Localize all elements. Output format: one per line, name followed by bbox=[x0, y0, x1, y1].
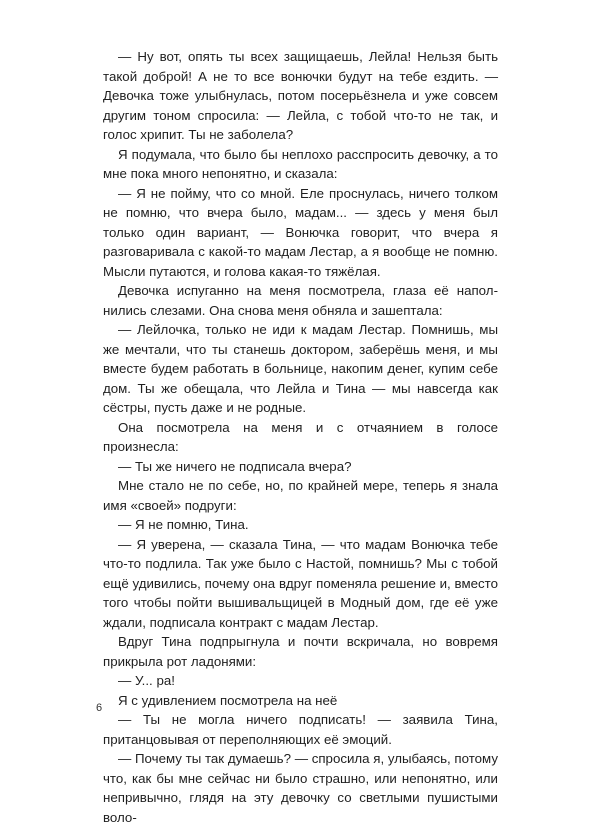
paragraph: — Я уверена, — сказала Тина, — что мадам Вонючка тебе что-то подлила. Так уже было с Настой, помнишь? Мы с тобой ещё удивились, почему она вдруг поменяла решение и, вместо того чтобы пойти вышивальщицей в Модный дом, где её уже ждали, подписала контракт с мадам Лестар. bbox=[103, 536, 498, 630]
paragraph: Вдруг Тина подпрыгнула и почти вскричала, но вовремя прикрыла рот ладонями: bbox=[103, 634, 498, 669]
paragraph: — Я не пойму, что со мной. Еле проснулась, ничего толком не помню, что вчера было, мадам... — здесь у меня был только один вариант, — Вонючка говорит, что вчера я разговаривала с какой-то мадам Лестар, а я вообще не помню. Мысли путаются, и голова какая-то тяжёлая. bbox=[103, 185, 498, 279]
paragraph: — У... ра! bbox=[118, 673, 175, 688]
paragraph: — Ты не могла ничего подписать! — заявила Тина, пританцовывая от переполняющих её эмоций. bbox=[103, 712, 498, 747]
paragraph: — Ты же ничего не подписала вчера? bbox=[118, 458, 352, 474]
paragraph: Я с удивлением посмотрела на неё bbox=[118, 692, 338, 708]
paragraph: — Я не помню, Тина. bbox=[118, 517, 249, 532]
body-text bbox=[103, 47, 498, 827]
paragraph: — Лейлочка, только не иди к мадам Лестар. Помнишь, мы же мечтали, что ты станешь доктором, заберёшь меня, и мы вместе будем работать в больнице, накопим денег, купим себе дом. Ты же обещала, что Лейла и Тина — мы навсегда как сёстры, пусть даже и не родные. bbox=[103, 322, 498, 415]
paragraph: Я подумала, что было бы неплохо расспросить девочку, а то мне пока много непонятно, и сказала: bbox=[103, 146, 498, 181]
paragraph: Девочка испуганно на меня посмотрела, глаза её наполнились слезами. Она снова меня обняла и зашептала: bbox=[103, 283, 498, 318]
paragraph: Она посмотрела на меня и с отчаянием в голосе произнесла: bbox=[103, 419, 498, 454]
paragraph: — Ну вот, опять ты всех защищаешь, Лейла! Нельзя быть такой доброй! А не то все вонючки будут на тебе ездить. — Девочка тоже улыбнулась, потом посерьёзнела и уже совсем другим тоном спросила: — Лейла, с тобой что-то не так, и голос хрипит. Ты не заболела? bbox=[103, 49, 498, 142]
page-number: 6 bbox=[96, 702, 103, 714]
paragraph: — Почему ты так думаешь? — спросила я, улыбаясь, потому что, как бы мне сейчас ни было страшно, или непонятно, или непривычно, глядя на эту девочку со светлыми пушистыми воло- bbox=[103, 751, 498, 825]
paragraph: Мне стало не по себе, но, по крайней мере, теперь я знала имя «своей» подруги: bbox=[103, 478, 498, 513]
